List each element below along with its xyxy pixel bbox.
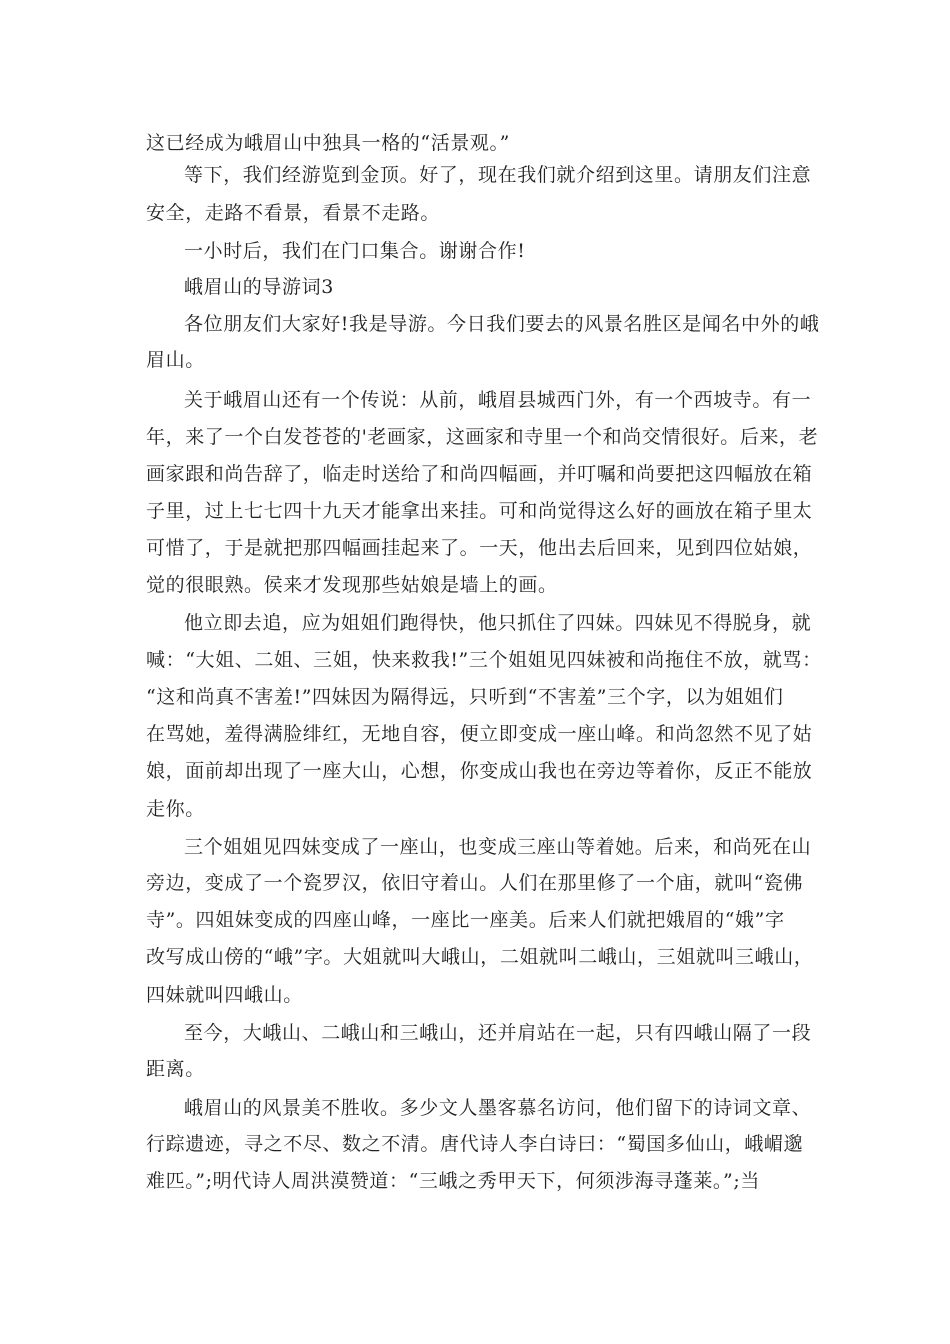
section-heading: [0, 268, 950, 306]
line-text: 四妹就叫四峨山。: [146, 984, 303, 1006]
line-text: 他立即去追，应为姐姐们跑得快，他只抓住了四妹。四妹见不得脱身，就: [184, 612, 812, 634]
line-text: 改写成山傍的“峨”字。大姐就叫大峨山，二姐就叫二峨山，三姐就叫三峨山，: [146, 946, 814, 968]
line-text: 一小时后，我们在门口集合。谢谢合作!: [184, 240, 526, 262]
line-text: 子里，过上七七四十九天才能拿出来挂。可和尚觉得这么好的画放在箱子里太: [146, 500, 813, 522]
line-text: “这和尚真不害羞!”四妹因为隔得远，只听到“不害羞”三个字，以为姐姐们: [146, 686, 784, 708]
line-text: 各位朋友们大家好!我是导游。今日我们要去的风景名胜区是闻名中外的峨: [184, 313, 820, 335]
line-text: 安全，走路不看景，看景不走路。: [146, 202, 441, 224]
text-line: [0, 492, 950, 530]
text-line: [0, 1125, 950, 1163]
line-text: 可惜了，于是就把那四幅画挂起来了。一天，他出去后回来，见到四位姑娘，: [146, 537, 813, 559]
line-text: 娘，面前却出现了一座大山，心想，你变成山我也在旁边等着你，反正不能放: [146, 760, 813, 782]
heading-text: 峨眉山的导游词3: [184, 276, 334, 298]
text-line: [0, 194, 950, 232]
line-text: 等下，我们经游览到金顶。好了，现在我们就介绍到这里。请朋友们注意: [184, 164, 812, 186]
line-text: 至今，大峨山、二峨山和三峨山，还并肩站在一起，只有四峨山隔了一段: [184, 1022, 812, 1044]
line-text: 画家跟和尚告辞了，临走时送给了和尚四幅画，并叮嘱和尚要把这四幅放在箱: [146, 463, 813, 485]
text-line: [0, 1050, 950, 1088]
text-line: [0, 381, 950, 419]
line-text: 距离。: [146, 1058, 205, 1080]
text-line: [0, 864, 950, 902]
text-line: [0, 1089, 950, 1127]
text-line: [0, 341, 950, 379]
text-line: [0, 828, 950, 866]
text-line: [0, 715, 950, 753]
text-line: [0, 305, 950, 343]
text-line: [0, 641, 950, 679]
line-text: 这已经成为峨眉山中独具一格的“活景观。”: [146, 132, 510, 154]
line-text: 旁边，变成了一个瓷罗汉，依旧守着山。人们在那里修了一个庙，就叫“瓷佛: [146, 872, 804, 894]
text-line: [0, 938, 950, 976]
line-text: 三个姐姐见四妹变成了一座山，也变成三座山等着她。后来，和尚死在山: [184, 836, 812, 858]
text-line: [0, 790, 950, 828]
text-line: [0, 604, 950, 642]
line-text: 峨眉山的风景美不胜收。多少文人墨客慕名访问，他们留下的诗词文章、: [184, 1097, 812, 1119]
text-line: [0, 418, 950, 456]
line-text: 寺”。四姐妹变成的四座山峰，一座比一座美。后来人们就把娥眉的“娥”字: [146, 909, 785, 931]
text-line: [0, 455, 950, 493]
line-text: 走你。: [146, 798, 205, 820]
text-line: [0, 232, 950, 270]
text-line: [0, 901, 950, 939]
text-line: [0, 678, 950, 716]
text-line: [0, 1014, 950, 1052]
line-text: 在骂她，羞得满脸绯红，无地自容，便立即变成一座山峰。和尚忽然不见了姑: [146, 723, 813, 745]
line-text: 关于峨眉山还有一个传说：从前，峨眉县城西门外，有一个西坡寺。有一: [184, 389, 812, 411]
text-line: [0, 566, 950, 604]
text-line: [0, 1162, 950, 1200]
text-line: [0, 752, 950, 790]
text-line: [0, 529, 950, 567]
line-text: 年，来了一个白发苍苍的'老画家，这画家和寺里一个和尚交情很好。后来，老: [146, 426, 819, 448]
text-line: [0, 976, 950, 1014]
line-text: 难匹。”;明代诗人周洪漠赞道：“三峨之秀甲天下，何须涉海寻蓬莱。”;当: [146, 1170, 760, 1192]
line-text: 喊：“大姐、二姐、三姐，快来救我!”三个姐姐见四妹被和尚拖住不放，就骂：: [146, 649, 822, 671]
line-text: 行踪遗迹，寻之不尽、数之不清。唐代诗人李白诗曰：“蜀国多仙山，峨嵋邈: [146, 1133, 804, 1155]
line-text: 眉山。: [146, 349, 205, 371]
text-line: [0, 156, 950, 194]
line-text: 觉的很眼熟。侯来才发现那些姑娘是墙上的画。: [146, 574, 558, 596]
